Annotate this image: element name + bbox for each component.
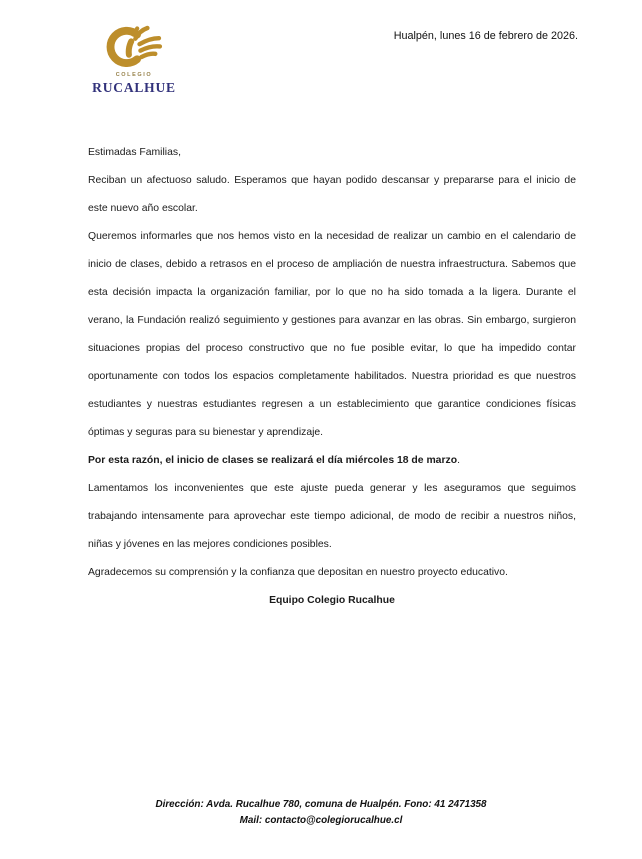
hand-logo-icon [103, 22, 165, 70]
letter-body [88, 139, 576, 615]
key-date-period: . [457, 455, 460, 466]
mail-line: Mail: contacto@colegiorucalhue.cl [239, 815, 403, 826]
logo-college-label: COLEGIO [115, 72, 153, 78]
date-line: Hualpén, lunes 16 de febrero de 2026. [393, 30, 578, 42]
paragraph-thanks: Agradecemos su comprensión y la confianza que depositan en nuestro proyecto educativo. [88, 567, 508, 578]
paragraph-greeting: Reciban un afectuoso saludo. Esperamos que hayan podido descansar y prepararse para el inicio de este nuevo año escolar. [88, 175, 576, 214]
school-logo [84, 22, 184, 96]
signature: Equipo Colegio Rucalhue [269, 595, 395, 606]
paragraph-apology: Lamentamos los inconvenientes que este ajuste pueda generar y les aseguramos que seguimos trabajando intensamente para aprovechar este tiempo adicional, de modo de recibir a nuestros niños, niñas y jóvenes en las mejores condiciones posibles. [88, 483, 576, 550]
footer-contact [0, 797, 642, 829]
logo-college-name: RUCALHUE [92, 80, 176, 95]
key-date-bold-text: Por esta razón, el inicio de clases se realizará el día miércoles 18 de marzo [88, 455, 458, 466]
key-date-sentence [88, 447, 576, 475]
paragraph-announcement: Queremos informarles que nos hemos visto en la necesidad de realizar un cambio en el calendario de inicio de clases, debido a retrasos en el proceso de ampliación de nuestra infraestructura. Sabemos que esta decisión impacta la organización familiar, por lo que no ha sido tomada a la ligera. Durante el verano, la Fundación realizó seguimiento y gestiones para avanzar en las obras. Sin embargo, surgieron situaciones propias del proceso constructivo que no fue posible evitar, lo que ha impedido contar oportunamente con todos los espacios completamente habilitados. Nuestra prioridad es que nuestros estudiantes y nuestras estudiantes regresen a un establecimiento que garantice condiciones físicas óptimas y seguras para su bienestar y aprendizaje. [88, 231, 576, 438]
address-line: Dirección: Avda. Rucalhue 780, comuna de Hualpén. Fono: 41 2471358 [155, 799, 487, 810]
salutation: Estimadas Familias, [88, 147, 181, 158]
